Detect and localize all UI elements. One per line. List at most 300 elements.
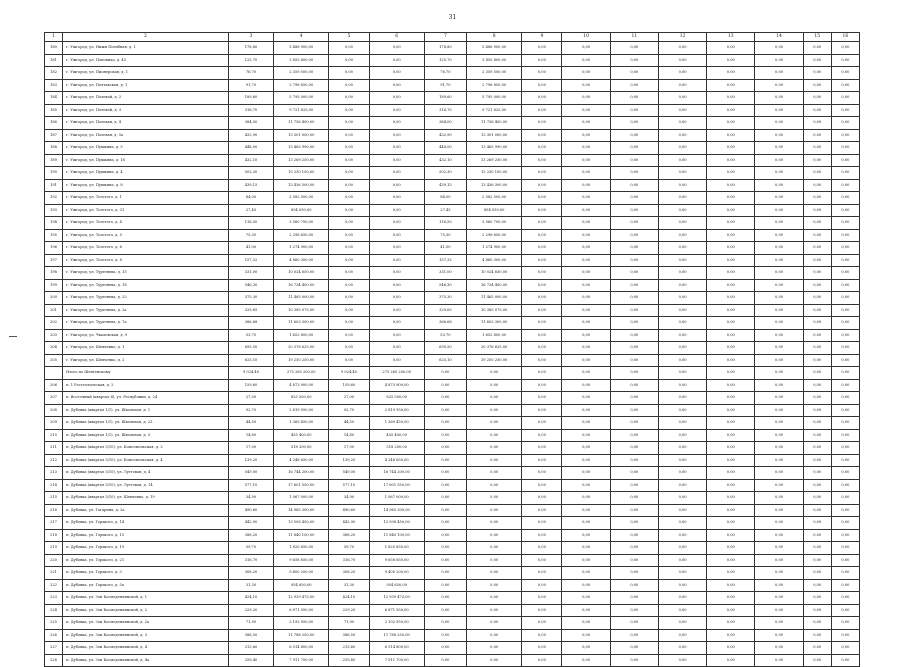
- value-cell: 0,00: [831, 629, 859, 642]
- value-cell: 0,00: [522, 354, 562, 367]
- value-cell: 2 359 500,00: [274, 67, 329, 80]
- value-cell: 0,00: [467, 654, 522, 667]
- value-cell: 0,00: [562, 467, 610, 480]
- value-cell: 0,00: [831, 579, 859, 592]
- value-cell: 91,70: [424, 79, 466, 92]
- value-cell: 0,00: [803, 479, 831, 492]
- value-cell: 11 603 300,00: [274, 317, 329, 330]
- value-cell: 0,00: [831, 67, 859, 80]
- value-cell: 0,00: [562, 67, 610, 80]
- value-cell: 448,00: [424, 142, 466, 155]
- value-cell: 0,00: [562, 392, 610, 405]
- value-cell: 0,00: [369, 217, 424, 230]
- value-cell: 0,00: [658, 242, 706, 255]
- value-cell: 20 376 625,00: [467, 342, 522, 355]
- table-row: [45, 117, 860, 130]
- value-cell: 0,00: [562, 504, 610, 517]
- value-cell: 31,30: [329, 579, 369, 592]
- value-cell: 0,00: [522, 604, 562, 617]
- row-number-cell: 192: [45, 192, 63, 205]
- table-row: [45, 354, 860, 367]
- value-cell: 0,00: [658, 129, 706, 142]
- value-cell: 0,00: [803, 267, 831, 280]
- value-cell: 0,00: [803, 617, 831, 630]
- value-cell: 0,00: [707, 329, 755, 342]
- header-cell: 9: [522, 33, 562, 42]
- value-cell: 116,50: [228, 217, 273, 230]
- value-cell: 0,00: [610, 154, 658, 167]
- value-cell: 0,00: [522, 517, 562, 530]
- table-row: [45, 592, 860, 605]
- value-cell: 34,90: [228, 492, 273, 505]
- address-cell: г. Ужгород, ул. Полевой, д. 2: [63, 92, 229, 105]
- value-cell: 0,00: [522, 229, 562, 242]
- value-cell: 15 230 150,00: [274, 167, 329, 180]
- address-cell: г. Ужгород, ул. Толстого, д. 4: [63, 217, 229, 230]
- address-cell: г. Ужгород, ул. Тургенева, д. 7а: [63, 317, 229, 330]
- value-cell: 0,00: [610, 254, 658, 267]
- value-cell: 0,00: [467, 617, 522, 630]
- address-cell: г. Ужгород, ул. Тургенева, д. 15: [63, 267, 229, 280]
- value-cell: 0,00: [803, 517, 831, 530]
- value-cell: 0,00: [610, 229, 658, 242]
- value-cell: 0,00: [831, 342, 859, 355]
- value-cell: 0,00: [803, 254, 831, 267]
- table-row: [45, 479, 860, 492]
- value-cell: 0,00: [755, 242, 803, 255]
- value-cell: 0,00: [658, 67, 706, 80]
- value-cell: 0,00: [658, 454, 706, 467]
- value-cell: 15 230 150,00: [467, 167, 522, 180]
- value-cell: 76,70: [228, 67, 273, 80]
- header-cell: 13: [707, 33, 755, 42]
- row-number-cell: 222: [45, 579, 63, 592]
- value-cell: 329,65: [424, 304, 466, 317]
- value-cell: 0,00: [803, 592, 831, 605]
- value-cell: 0,00: [329, 217, 369, 230]
- value-cell: 4 248 650,00: [369, 454, 424, 467]
- value-cell: 0,00: [424, 404, 466, 417]
- value-cell: 0,00: [831, 404, 859, 417]
- value-cell: 0,00: [707, 392, 755, 405]
- value-cell: 0,00: [707, 354, 755, 367]
- value-cell: 0,00: [562, 342, 610, 355]
- value-cell: 9 024,40: [228, 367, 273, 380]
- value-cell: 0,00: [610, 617, 658, 630]
- value-cell: 0,00: [467, 517, 522, 530]
- value-cell: 0,00: [755, 392, 803, 405]
- value-cell: 0,00: [467, 504, 522, 517]
- value-cell: 0,00: [755, 54, 803, 67]
- value-cell: 0,00: [803, 292, 831, 305]
- table-row: [45, 229, 860, 242]
- value-cell: 0,00: [522, 592, 562, 605]
- value-cell: 0,00: [562, 117, 610, 130]
- table-row: [45, 242, 860, 255]
- value-cell: 0,00: [831, 117, 859, 130]
- value-cell: 0,00: [755, 642, 803, 655]
- address-cell: п. Дубовка (квартал 5/10), ул. Лугговая, д. 14: [63, 479, 229, 492]
- value-cell: 0,00: [658, 254, 706, 267]
- header-cell: 10: [562, 33, 610, 42]
- value-cell: 0,00: [424, 604, 466, 617]
- value-cell: 0,00: [707, 92, 755, 105]
- value-cell: 0,00: [707, 67, 755, 80]
- value-cell: 0,00: [707, 317, 755, 330]
- value-cell: 0,00: [610, 554, 658, 567]
- table-row: [45, 304, 860, 317]
- value-cell: 0,00: [707, 442, 755, 455]
- value-cell: 0,00: [707, 367, 755, 380]
- value-cell: 439,15: [228, 179, 273, 192]
- value-cell: 1 274 900,00: [274, 242, 329, 255]
- value-cell: 0,00: [707, 79, 755, 92]
- value-cell: 2 796 850,00: [274, 79, 329, 92]
- table-row: [45, 79, 860, 92]
- value-cell: 0,00: [522, 117, 562, 130]
- value-cell: 0,00: [707, 629, 755, 642]
- value-cell: 0,00: [803, 379, 831, 392]
- value-cell: 0,00: [755, 492, 803, 505]
- row-number-cell: 204: [45, 342, 63, 355]
- value-cell: 0,00: [522, 92, 562, 105]
- value-cell: 455 400,00: [274, 429, 329, 442]
- value-cell: 0,00: [803, 367, 831, 380]
- value-cell: 0,00: [707, 54, 755, 67]
- value-cell: 0,00: [610, 392, 658, 405]
- value-cell: 308,20: [329, 567, 369, 580]
- value-cell: 0,00: [467, 592, 522, 605]
- value-cell: 0,00: [755, 42, 803, 55]
- value-cell: 0,00: [707, 154, 755, 167]
- value-cell: 0,00: [522, 267, 562, 280]
- value-cell: 4 873 900,00: [274, 379, 329, 392]
- value-cell: 11 840 100,00: [369, 529, 424, 542]
- value-cell: 0,00: [755, 629, 803, 642]
- value-cell: 14,80: [228, 429, 273, 442]
- value-cell: 10 024 650,00: [274, 267, 329, 280]
- value-cell: 17 601 550,00: [274, 479, 329, 492]
- value-cell: 159,60: [228, 379, 273, 392]
- value-cell: 76,70: [424, 67, 466, 80]
- value-cell: 44,50: [228, 417, 273, 430]
- value-cell: 0,00: [658, 317, 706, 330]
- value-cell: 0,00: [369, 179, 424, 192]
- value-cell: 424,10: [228, 592, 273, 605]
- value-cell: 0,00: [522, 67, 562, 80]
- value-cell: 0,00: [610, 504, 658, 517]
- address-cell: г. Ужгород, ул. Пушкина, д. 16: [63, 154, 229, 167]
- address-cell: Итого по Шенгенскому: [63, 367, 229, 380]
- address-cell: п. Восточный (квартал 4), ул. Республики, д. 24: [63, 392, 229, 405]
- address-cell: п. Дубовка, ул. Зои Космодемьянской, д. 2а: [63, 617, 229, 630]
- value-cell: 0,00: [658, 542, 706, 555]
- value-cell: 0,00: [831, 454, 859, 467]
- value-cell: 2 359 500,00: [467, 67, 522, 80]
- value-cell: 0,00: [610, 92, 658, 105]
- row-number-cell: 189: [45, 154, 63, 167]
- value-cell: 0,00: [755, 367, 803, 380]
- value-cell: 7 911 700,00: [274, 654, 329, 667]
- value-cell: 0,00: [467, 467, 522, 480]
- address-cell: п. Дубовка (квартал 5/10), ул. Лугговая, д. 4: [63, 467, 229, 480]
- table-row: [45, 179, 860, 192]
- row-number-cell: 225: [45, 617, 63, 630]
- address-cell: г. Ужгород, ул. Толстого, д. 1: [63, 192, 229, 205]
- value-cell: 0,00: [369, 329, 424, 342]
- header-cell: 11: [610, 33, 658, 42]
- value-cell: 9 400 200,00: [274, 567, 329, 580]
- value-cell: 7 911 700,00: [369, 654, 424, 667]
- value-cell: 0,00: [707, 142, 755, 155]
- value-cell: 0,00: [707, 654, 755, 667]
- value-cell: 0,00: [610, 179, 658, 192]
- value-cell: 625,10: [228, 354, 273, 367]
- value-cell: 0,00: [658, 379, 706, 392]
- value-cell: 0,00: [707, 104, 755, 117]
- value-cell: 1 369 450,00: [274, 417, 329, 430]
- value-cell: 0,00: [658, 529, 706, 542]
- table-row: [45, 529, 860, 542]
- value-cell: 0,00: [562, 129, 610, 142]
- value-cell: 0,00: [831, 167, 859, 180]
- table-row: [45, 167, 860, 180]
- value-cell: 0,00: [707, 342, 755, 355]
- value-cell: 0,00: [831, 442, 859, 455]
- value-cell: 0,00: [658, 604, 706, 617]
- table-row: [45, 154, 860, 167]
- value-cell: 2 582 500,00: [467, 192, 522, 205]
- value-cell: 139,20: [228, 454, 273, 467]
- value-cell: 3 855 800,00: [274, 54, 329, 67]
- value-cell: 0,00: [467, 604, 522, 617]
- value-cell: 0,00: [610, 317, 658, 330]
- value-cell: 0,00: [467, 542, 522, 555]
- value-cell: 0,00: [562, 179, 610, 192]
- value-cell: 0,00: [831, 242, 859, 255]
- value-cell: 0,00: [562, 104, 610, 117]
- value-cell: 11 788 250,00: [369, 629, 424, 642]
- value-cell: 854 050,00: [467, 204, 522, 217]
- value-cell: 432,10: [228, 154, 273, 167]
- value-cell: 0,00: [610, 492, 658, 505]
- value-cell: 0,00: [610, 517, 658, 530]
- value-cell: 1 274 900,00: [467, 242, 522, 255]
- value-cell: 0,00: [369, 104, 424, 117]
- value-cell: 0,00: [610, 217, 658, 230]
- table-row: [45, 329, 860, 342]
- value-cell: 9 721 825,00: [467, 104, 522, 117]
- value-cell: 0,00: [329, 267, 369, 280]
- value-cell: 19 250 250,00: [467, 354, 522, 367]
- value-cell: 0,00: [831, 417, 859, 430]
- address-cell: п. Дубовка, ул. Зои Космодемьянской, д. 4: [63, 642, 229, 655]
- value-cell: 0,00: [803, 629, 831, 642]
- value-cell: 0,00: [831, 529, 859, 542]
- table-row: [45, 442, 860, 455]
- table-row: [45, 217, 860, 230]
- value-cell: 0,00: [467, 579, 522, 592]
- value-cell: 0,00: [562, 592, 610, 605]
- row-number-cell: 211: [45, 442, 63, 455]
- address-cell: г. Ужгород, ул. Толстого, д. 8: [63, 254, 229, 267]
- value-cell: 0,00: [755, 342, 803, 355]
- value-cell: 0,00: [522, 429, 562, 442]
- value-cell: 0,00: [424, 492, 466, 505]
- value-cell: 490,60: [329, 504, 369, 517]
- address-cell: п. Дубовка (квартал 1/1), ул. Школьная, д. 23: [63, 417, 229, 430]
- value-cell: 0,00: [467, 529, 522, 542]
- value-cell: 0,00: [329, 354, 369, 367]
- value-cell: 0,00: [831, 304, 859, 317]
- value-cell: 0,00: [707, 579, 755, 592]
- value-cell: 0,00: [467, 404, 522, 417]
- value-cell: 0,00: [522, 379, 562, 392]
- value-cell: 0,00: [803, 242, 831, 255]
- value-cell: 44,50: [329, 417, 369, 430]
- value-cell: 2 796 850,00: [467, 79, 522, 92]
- table-row: [45, 454, 860, 467]
- value-cell: 0,00: [755, 154, 803, 167]
- value-cell: 3 855 800,00: [467, 54, 522, 67]
- address-cell: п. Дубовка, ул. Зои Космодемьянской, д. 4а: [63, 654, 229, 667]
- value-cell: 53,70: [228, 329, 273, 342]
- row-number-cell: 196: [45, 242, 63, 255]
- value-cell: 0,00: [610, 142, 658, 155]
- value-cell: 0,00: [831, 642, 859, 655]
- value-cell: 0,00: [803, 104, 831, 117]
- row-number-cell: 212: [45, 454, 63, 467]
- value-cell: 0,00: [562, 304, 610, 317]
- value-cell: 116,50: [424, 217, 466, 230]
- value-cell: 0,00: [755, 267, 803, 280]
- value-cell: 0,00: [522, 479, 562, 492]
- value-cell: 0,00: [803, 529, 831, 542]
- value-cell: 27,45: [228, 204, 273, 217]
- value-cell: 0,00: [755, 167, 803, 180]
- value-cell: 0,00: [424, 579, 466, 592]
- value-cell: 0,00: [803, 329, 831, 342]
- address-cell: п. Дубовка, ул. Гагарина, д. 2а: [63, 504, 229, 517]
- value-cell: 0,00: [610, 567, 658, 580]
- value-cell: 0,00: [562, 217, 610, 230]
- value-cell: 0,00: [707, 504, 755, 517]
- value-cell: 0,00: [562, 579, 610, 592]
- value-cell: 0,00: [658, 117, 706, 130]
- value-cell: 13 301 000,00: [467, 129, 522, 142]
- value-cell: 0,00: [658, 504, 706, 517]
- value-cell: 0,00: [467, 367, 522, 380]
- value-cell: 0,00: [562, 654, 610, 667]
- value-cell: 0,00: [369, 242, 424, 255]
- value-cell: 954 650,00: [369, 579, 424, 592]
- value-cell: 0,00: [610, 429, 658, 442]
- value-cell: 0,00: [424, 379, 466, 392]
- value-cell: 0,00: [831, 267, 859, 280]
- table-row: [45, 267, 860, 280]
- value-cell: 384,00: [228, 117, 273, 130]
- value-cell: 11 756 400,00: [467, 117, 522, 130]
- value-cell: 0,00: [658, 592, 706, 605]
- header-cell: 5: [329, 33, 369, 42]
- table-row: [45, 192, 860, 205]
- value-cell: 0,00: [369, 292, 424, 305]
- address-cell: г. Ужгород, ул. Полевая, д. 4: [63, 117, 229, 130]
- value-cell: 0,00: [369, 229, 424, 242]
- address-cell: п. Дубовка, ул. Зои Космодемьянской, д. 2: [63, 604, 229, 617]
- value-cell: 0,00: [658, 92, 706, 105]
- address-cell: п. Дубовка, ул. Горького, д. 14: [63, 517, 229, 530]
- value-cell: 0,00: [658, 429, 706, 442]
- value-cell: 546,30: [424, 279, 466, 292]
- value-cell: 0,00: [424, 554, 466, 567]
- value-cell: 27,00: [228, 392, 273, 405]
- value-cell: 455 400,00: [369, 429, 424, 442]
- value-cell: 0,00: [610, 592, 658, 605]
- value-cell: 0,00: [562, 354, 610, 367]
- value-cell: 0,00: [755, 542, 803, 555]
- table-row: [45, 467, 860, 480]
- value-cell: 0,00: [831, 92, 859, 105]
- value-cell: 13 436 300,00: [274, 179, 329, 192]
- value-cell: 0,00: [707, 454, 755, 467]
- value-cell: 0,00: [424, 429, 466, 442]
- row-number-cell: 213: [45, 467, 63, 480]
- value-cell: 0,00: [755, 417, 803, 430]
- value-cell: 0,00: [803, 567, 831, 580]
- value-cell: 0,00: [522, 417, 562, 430]
- value-cell: 11 840 100,00: [274, 529, 329, 542]
- address-cell: г. Ужгород, ул. Пионерская, д. 1: [63, 67, 229, 80]
- value-cell: 41,00: [424, 242, 466, 255]
- value-cell: 159,60: [329, 379, 369, 392]
- value-cell: 0,00: [610, 642, 658, 655]
- value-cell: 366,68: [424, 317, 466, 330]
- header-cell: 2: [63, 33, 229, 42]
- value-cell: 0,00: [562, 167, 610, 180]
- header-cell: 16: [831, 33, 859, 42]
- value-cell: 0,00: [522, 492, 562, 505]
- value-cell: 2 192 950,00: [274, 617, 329, 630]
- value-cell: 0,00: [329, 104, 369, 117]
- value-cell: 1 067 000,00: [274, 492, 329, 505]
- value-cell: 0,00: [610, 242, 658, 255]
- value-cell: 0,00: [562, 379, 610, 392]
- value-cell: 16 744 200,00: [369, 467, 424, 480]
- value-cell: 0,00: [831, 254, 859, 267]
- value-cell: 5 486 900,00: [274, 42, 329, 55]
- value-cell: 0,00: [803, 92, 831, 105]
- value-cell: 0,00: [610, 467, 658, 480]
- value-cell: 0,00: [831, 217, 859, 230]
- value-cell: 6 514 800,00: [274, 642, 329, 655]
- value-cell: 308,20: [228, 567, 273, 580]
- value-cell: 0,00: [369, 79, 424, 92]
- value-cell: 0,00: [522, 654, 562, 667]
- value-cell: 4 860 300,00: [274, 254, 329, 267]
- value-cell: 316,70: [424, 104, 466, 117]
- row-number-cell: 184: [45, 92, 63, 105]
- value-cell: 0,00: [707, 517, 755, 530]
- value-cell: 0,00: [658, 104, 706, 117]
- value-cell: 0,00: [522, 579, 562, 592]
- table-header-row: [45, 33, 860, 42]
- value-cell: 0,00: [831, 129, 859, 142]
- value-cell: 11 756 400,00: [274, 117, 329, 130]
- value-cell: 0,00: [755, 579, 803, 592]
- value-cell: 5 795 000,00: [467, 92, 522, 105]
- data-table: [44, 32, 860, 667]
